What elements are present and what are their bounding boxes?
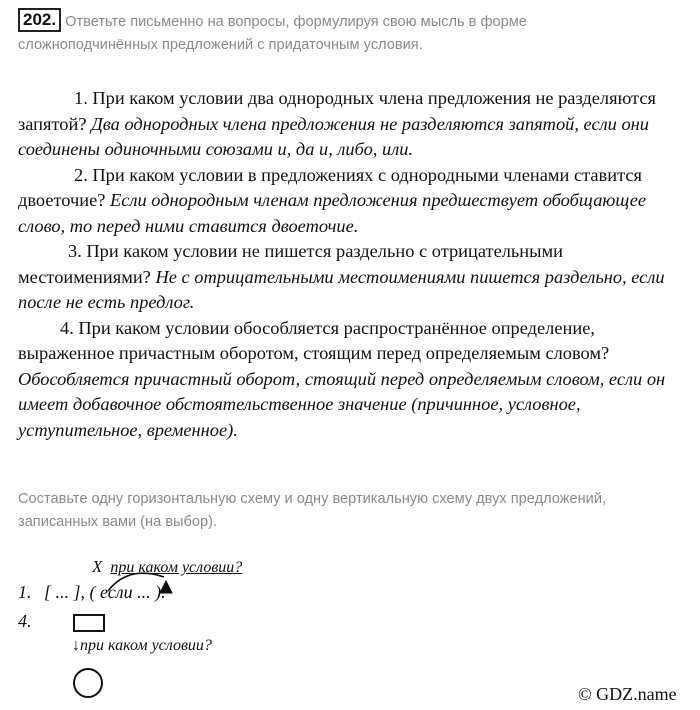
answer-text: Если однородным членам предложения предшествует обобщающее слово, то перед ними ставится двоеточие.: [18, 190, 647, 236]
copyright-label: © GDZ.name: [578, 684, 677, 704]
scheme-number: 1.: [18, 582, 32, 602]
question-text: 2. При каком условии в предложениях с однородными членами ставится двоеточие?: [18, 164, 642, 210]
question-label: при каком условии?: [110, 559, 243, 576]
horizontal-scheme: [18, 582, 166, 603]
task-202-instruction: [18, 8, 688, 57]
answer-item-2: [18, 163, 693, 240]
task-number: 202.: [18, 8, 61, 32]
answer-item-3: [18, 239, 693, 316]
vertical-scheme-question: ↓при каком условии?: [72, 637, 212, 654]
horizontal-scheme-question: [92, 557, 242, 577]
scheme-task-line2: записанных вами (на выбор).: [18, 514, 218, 530]
question-text: 1. При каком условии два однородных члена предложения не разделяются запятой?: [18, 88, 656, 134]
answer-item-1: [18, 86, 693, 163]
answer-text: Обособляется причастный оборот, стоящий перед определяемым словом, если он имеет добавочное обстоятельственное значение (причинное, условное, уступительное, временное).: [18, 368, 666, 440]
scheme-formula: [ ... ], ( если ... ).: [44, 582, 166, 602]
scheme-task-line1: Составьте одну горизонтальную схему и одну вертикальную схему двух предложений,: [18, 491, 607, 507]
answers-block: [18, 86, 693, 443]
answer-text: Два однородных члена предложения не разделяются запятой, если они соединены одиночными союзами и, да и, либо, или.: [18, 113, 649, 159]
question-text: 4. При каком условии обособляется распространённое определение, выраженное причастным оборотом, стоящим перед определяемым словом?: [18, 317, 610, 363]
main-clause-marker: X: [92, 557, 103, 576]
answer-item-4: [18, 316, 693, 444]
vertical-scheme-number: 4.: [18, 611, 32, 631]
task-instruction-line1: Ответьте письменно на вопросы, формулируя свою мысль в форме: [65, 14, 527, 30]
question-text: 3. При каком условии не пишется раздельно с отрицательными местоимениями?: [18, 241, 563, 287]
sentence-schemes: [0, 555, 320, 710]
main-clause-rectangle-icon: [73, 614, 105, 632]
subordinate-clause-circle-icon: [73, 668, 103, 698]
answer-text: Не с отрицательными местоимениями пишется раздельно, если после не есть предлог.: [18, 266, 665, 312]
task-instruction-line2: сложноподчинённых предложений с придаточным условия.: [18, 37, 423, 53]
scheme-task-instruction: [18, 488, 693, 534]
